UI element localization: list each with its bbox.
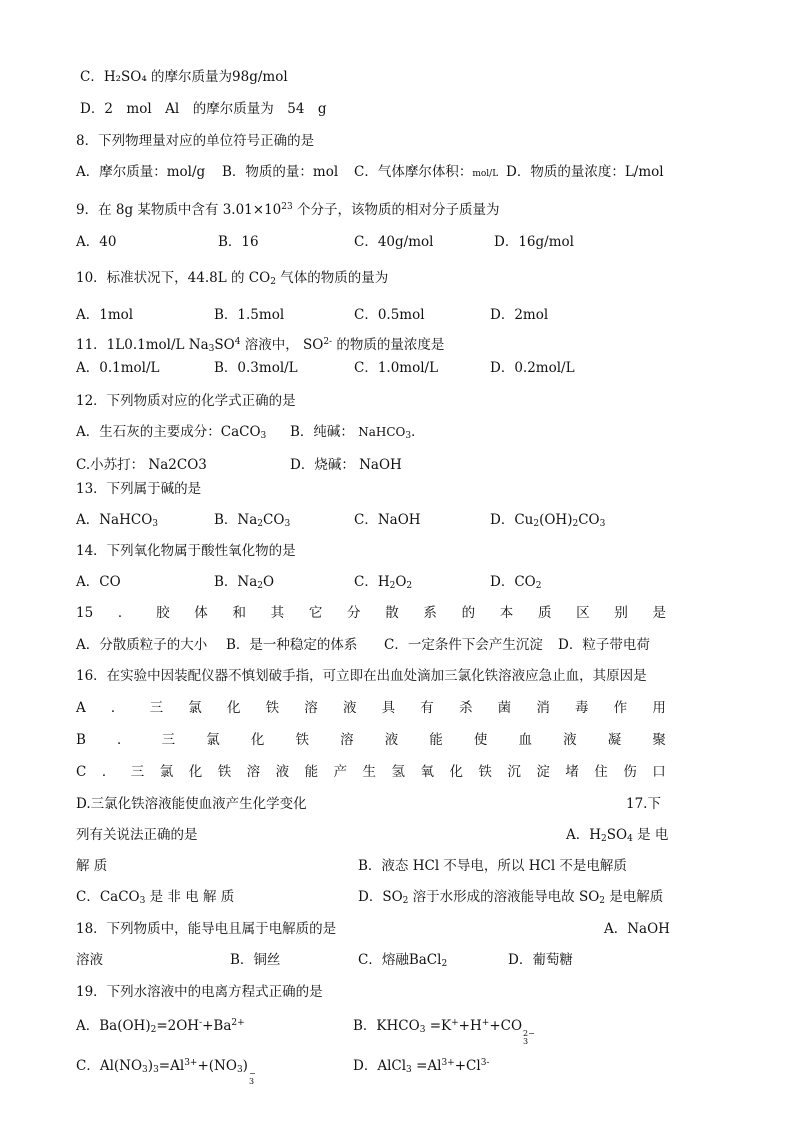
- question-text: 12．下列物质对应的化学式正确的是: [76, 393, 296, 409]
- subscript: 3: [153, 1065, 159, 1075]
- char: 化: [449, 764, 463, 780]
- option-14c: [354, 573, 412, 591]
- subscript: 2: [601, 834, 607, 844]
- char: 使: [473, 732, 488, 748]
- question-17-number: 17.下: [626, 796, 661, 812]
- subscript: 3: [406, 1065, 412, 1075]
- text: 是 非 电 解 质: [145, 889, 235, 905]
- subscript: 2: [535, 581, 542, 591]
- option-14d: [490, 573, 541, 591]
- question-19: [76, 983, 666, 1001]
- char: 三: [130, 764, 145, 780]
- question-13: [76, 480, 666, 498]
- text: A．生石灰的主要成分：: [76, 424, 221, 440]
- char: 氯: [159, 764, 174, 780]
- char: 本: [499, 605, 514, 621]
- subscript: 2: [257, 519, 264, 529]
- char: ．: [117, 732, 131, 748]
- char: 血: [518, 732, 533, 748]
- option-16b: [76, 731, 666, 749]
- char: 液: [563, 732, 577, 748]
- char: 和: [232, 605, 246, 621]
- subscript: 3: [139, 896, 146, 906]
- char: 口: [652, 764, 666, 780]
- char: 系: [423, 605, 437, 621]
- superscript: 4: [234, 337, 241, 347]
- question-text: 14．下列氧化物属于酸性氧化物的是: [76, 543, 296, 559]
- char: ．: [101, 764, 116, 780]
- char: 区: [576, 605, 590, 621]
- ion-charge-top: 2−: [523, 1029, 535, 1038]
- superscript: +: [481, 1018, 490, 1028]
- question-8: [76, 132, 666, 150]
- option-13a: [76, 511, 158, 529]
- char: C: [76, 764, 87, 780]
- text: ): [242, 1058, 248, 1074]
- ion-charge: [249, 1070, 256, 1086]
- text: =K: [425, 1018, 452, 1034]
- option-17a-continued: 解 质: [76, 858, 108, 874]
- text: CO: [263, 512, 285, 528]
- text: CO: [578, 512, 600, 528]
- option-17c: [76, 888, 234, 906]
- char: 散: [385, 605, 399, 621]
- char: 别: [614, 605, 628, 621]
- text: SO: [606, 827, 628, 843]
- option-18b: B．铜丝: [230, 952, 281, 968]
- option-13d: [490, 511, 605, 529]
- char: 体: [194, 605, 208, 621]
- char: 三: [149, 700, 164, 716]
- char: A: [76, 700, 86, 716]
- question-14: [76, 542, 666, 560]
- text: 是电解质: [605, 889, 664, 905]
- subscript: 2: [150, 1025, 157, 1035]
- char: 铁: [265, 700, 280, 716]
- text: D．Cu: [490, 512, 534, 528]
- option-8b: B．物质的量：mol: [222, 164, 339, 180]
- text: ．: [411, 424, 425, 440]
- text: =2OH: [156, 1018, 200, 1034]
- text: 的物质的量浓度是: [332, 337, 445, 353]
- char: 能: [429, 732, 443, 748]
- char: 质: [537, 605, 552, 621]
- option-15c: C．一定条件下会产生沉淀: [384, 637, 543, 653]
- ion-charge-top: −: [248, 1069, 256, 1078]
- option-16a: [76, 699, 666, 717]
- unit-text: mol/L: [472, 169, 499, 179]
- char: 氯: [188, 700, 202, 716]
- char: 的: [461, 605, 476, 621]
- option-8d: D．物质的量浓度：L/mol: [506, 164, 664, 180]
- char: 生: [362, 764, 377, 780]
- char: 杀: [458, 700, 473, 716]
- formula: CaCO: [220, 424, 261, 440]
- text: O: [263, 574, 275, 590]
- text: A．Ba(OH): [76, 1018, 151, 1034]
- option-text: C．H₂SO₄ 的摩尔质量为98g/mol: [80, 69, 288, 85]
- option-7c: [80, 68, 670, 86]
- char: 它: [308, 605, 323, 621]
- option-16d: D.三氯化铁溶液能使血液产生化学变化: [76, 796, 307, 812]
- option-19d: [353, 1057, 489, 1075]
- text: 溶液中， SO: [240, 337, 324, 353]
- text: D．CO: [490, 574, 536, 590]
- option-11c: C．1.0mol/L: [354, 360, 439, 376]
- char: 15: [76, 605, 94, 621]
- char: 氯: [206, 732, 220, 748]
- question-text: 13．下列属于碱的是: [76, 481, 202, 497]
- option-12a: [76, 423, 266, 441]
- subscript: 2: [572, 519, 579, 529]
- option-15d: D．粒子带电荷: [558, 637, 650, 653]
- superscript: 2+: [231, 1018, 245, 1028]
- char: 具: [381, 700, 396, 716]
- char: 毒: [574, 700, 589, 716]
- text: C．CaCO: [76, 889, 140, 905]
- option-17b: B．液态 HCl 不导电，所以 HCl 不是电解质: [358, 858, 627, 874]
- char: 堵: [565, 764, 579, 780]
- char: 凝: [607, 732, 622, 748]
- text: O: [395, 574, 407, 590]
- char: 溶: [340, 732, 354, 748]
- text: 溶于水形成的溶液能导电故 SO: [408, 889, 600, 905]
- subscript: 3: [208, 344, 215, 354]
- text: B．Na: [214, 574, 258, 590]
- char: 是: [652, 605, 666, 621]
- text: +CO: [489, 1018, 523, 1034]
- char: 消: [536, 700, 550, 716]
- char: 用: [652, 700, 666, 716]
- char: 液: [275, 764, 290, 780]
- formula: NaHCO: [358, 425, 406, 439]
- option-9d: D．16g/mol: [494, 234, 574, 250]
- char: 淀: [536, 764, 550, 780]
- char: 能: [304, 764, 319, 780]
- question-text: 16．在实验中因装配仪器不慎划破手指，可立即在出血处滴加三氯化铁溶液应急止血，其原因是: [76, 668, 647, 684]
- char: 化: [226, 700, 241, 716]
- subscript: 3: [152, 519, 159, 529]
- option-18a: A．NaOH: [604, 921, 670, 937]
- subscript: 2: [406, 581, 413, 591]
- text: B．纯碱：: [290, 424, 354, 440]
- char: ．: [110, 700, 125, 716]
- option-19a: [76, 1017, 245, 1035]
- char: 氢: [391, 764, 405, 780]
- text: 9．在 8g 某物质中含有 3.01×10: [76, 202, 282, 218]
- text: +Ba: [202, 1018, 232, 1034]
- option-9b: B．16: [218, 234, 259, 250]
- char: 分: [347, 605, 361, 621]
- superscript: 2-: [323, 337, 333, 347]
- superscript: 3-: [480, 1058, 490, 1068]
- option-11d: D．0.2mol/L: [490, 360, 575, 376]
- char: 铁: [217, 764, 232, 780]
- text: 是 电: [632, 827, 669, 843]
- text: SO: [214, 337, 235, 353]
- subscript: 2: [270, 277, 276, 287]
- subscript: 3: [284, 519, 291, 529]
- char: 胶: [156, 605, 170, 621]
- char: 三: [161, 732, 176, 748]
- char: 液: [384, 732, 399, 748]
- text: B．KHCO: [353, 1018, 420, 1034]
- subscript: 3: [142, 1065, 148, 1075]
- option-10a: A．1mol: [76, 307, 134, 323]
- option-13b: [214, 511, 290, 529]
- text: A．H: [566, 827, 602, 843]
- question-10: [76, 269, 666, 287]
- option-9c: C．40g/mol: [354, 234, 434, 250]
- subscript: 2: [402, 896, 409, 906]
- subscript: 4: [627, 834, 633, 844]
- char: 伤: [623, 764, 637, 780]
- option-12d: D．烧碱： NaOH: [290, 457, 402, 473]
- option-11b: B．0.3mol/L: [214, 360, 298, 376]
- question-18-text: 18．下列物质中，能导电且属于电解质的是: [76, 921, 337, 937]
- superscript: 3+: [441, 1058, 455, 1068]
- subscript: 3: [405, 431, 412, 441]
- char: 其: [270, 605, 285, 621]
- text: =Al: [158, 1058, 185, 1074]
- text: D．AlCl: [353, 1058, 407, 1074]
- subscript: 2: [533, 519, 540, 529]
- subscript: 3: [236, 1065, 243, 1075]
- text: =Al: [411, 1058, 442, 1074]
- char: 化: [250, 732, 265, 748]
- ion-charge-bottom: 3: [523, 1037, 529, 1046]
- text: C．H: [354, 574, 390, 590]
- option-10d: D．2mol: [490, 307, 549, 323]
- text: ): [147, 1058, 154, 1074]
- text: 10．标准状况下，44.8L 的 CO: [76, 270, 271, 286]
- option-7d: [80, 100, 670, 118]
- text: 气体的物质的量为: [275, 270, 389, 286]
- question-15: [76, 604, 666, 622]
- ion-charge-bottom: 3: [248, 1077, 255, 1086]
- char: 菌: [497, 700, 512, 716]
- text: +Cl: [454, 1058, 481, 1074]
- superscript: 23: [281, 202, 293, 212]
- question-11: [76, 336, 666, 354]
- option-11a: A．0.1mol/L: [76, 360, 160, 376]
- char: 聚: [652, 732, 666, 748]
- char: 铁: [295, 732, 309, 748]
- char: 溶: [304, 700, 318, 716]
- option-12b: [290, 423, 425, 441]
- option-19b: [353, 1017, 535, 1046]
- char: 住: [594, 764, 608, 780]
- option-8c: [354, 163, 498, 183]
- char: B: [76, 732, 86, 748]
- option-13c: C．NaOH: [354, 512, 421, 528]
- text: D．SO: [358, 889, 403, 905]
- char: 有: [420, 700, 434, 716]
- option-text: C．气体摩尔体积：: [354, 164, 473, 180]
- question-text: 8．下列物理量对应的单位符号正确的是: [76, 133, 315, 149]
- char: 沉: [507, 764, 521, 780]
- option-10b: B．1.5mol: [214, 307, 285, 323]
- subscript: 3: [419, 1025, 426, 1035]
- char: ．: [117, 605, 132, 621]
- char: 铁: [478, 764, 492, 780]
- question-17-text: 列有关说法正确的是: [76, 827, 198, 843]
- superscript: 3+: [184, 1058, 198, 1068]
- option-16c: [76, 763, 666, 781]
- option-18c: [358, 951, 447, 969]
- option-9a: A．40: [76, 234, 117, 250]
- question-12: [76, 392, 666, 410]
- option-12c: C.小苏打： Na2CO3: [76, 457, 207, 473]
- text: +(NO: [197, 1058, 237, 1074]
- text: (OH): [539, 512, 573, 528]
- char: 液: [342, 700, 357, 716]
- question-16: [76, 667, 666, 685]
- option-14a: A．CO: [76, 574, 121, 590]
- text: B．Na: [214, 512, 258, 528]
- question-9: [76, 201, 666, 219]
- text: A．NaHCO: [76, 512, 153, 528]
- ion-charge: [523, 1030, 535, 1046]
- char: 化: [188, 764, 203, 780]
- option-text: D．2 mol Al 的摩尔质量为 54 g: [80, 101, 327, 117]
- text: C．熔融BaCl: [358, 952, 442, 968]
- subscript: 3: [599, 519, 606, 529]
- option-18d: D．葡萄糖: [508, 952, 573, 968]
- option-10c: C．0.5mol: [354, 307, 425, 323]
- subscript: 2: [257, 581, 264, 591]
- text: +H: [458, 1018, 482, 1034]
- option-8a: A．摩尔质量：mol/g: [76, 164, 206, 180]
- option-15b: B．是一种稳定的体系: [226, 637, 358, 653]
- superscript: +: [451, 1018, 459, 1028]
- question-text: 19．下列水溶液中的电离方程式正确的是: [76, 984, 323, 1000]
- char: 产: [333, 764, 348, 780]
- subscript: 2: [599, 896, 606, 906]
- option-15a: A．分散质粒子的大小: [76, 637, 208, 653]
- superscript: -: [199, 1018, 203, 1028]
- option-18a-continued: 溶液: [76, 952, 103, 968]
- option-17d: [358, 888, 663, 906]
- subscript: 3: [260, 431, 267, 441]
- option-14b: [214, 573, 274, 591]
- text: C．Al(NO: [76, 1058, 143, 1074]
- subscript: 2: [441, 959, 448, 969]
- text: 11．1L0.1mol/L Na: [76, 337, 209, 353]
- char: 溶: [246, 764, 261, 780]
- char: 作: [613, 700, 628, 716]
- char: 氧: [420, 764, 434, 780]
- option-19c: [76, 1057, 256, 1086]
- subscript: 2: [389, 581, 396, 591]
- text: 个分子，该物质的相对分子质量为: [292, 202, 500, 218]
- option-17a: [566, 826, 668, 844]
